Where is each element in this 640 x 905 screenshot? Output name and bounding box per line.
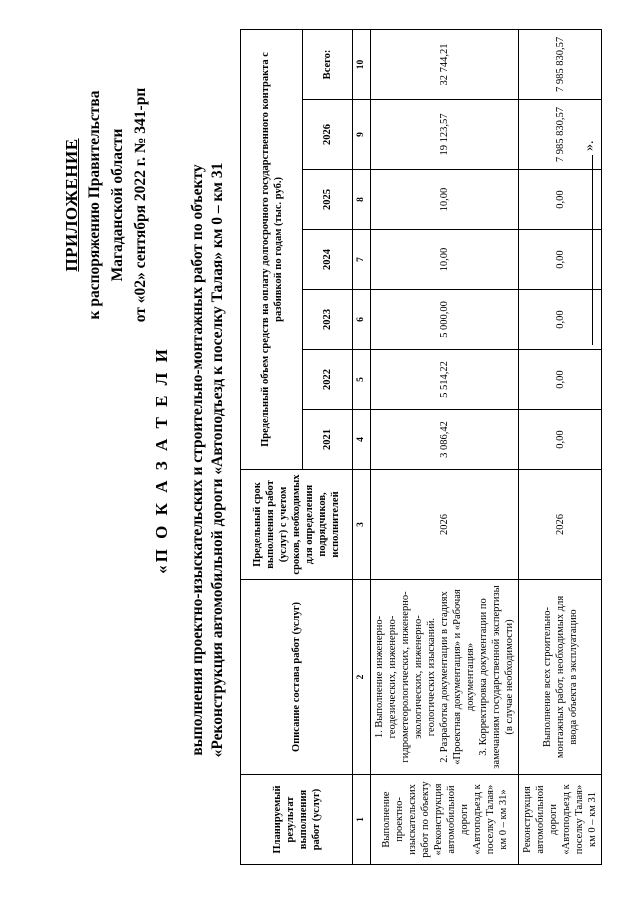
- description-item: Выполнение всех строительно- монтажных работ, необходимых для ввода объекта в эксплуатацию: [541, 595, 579, 759]
- table-row: [371, 29, 519, 864]
- row-result: Реконструкция автомобильной дороги «Автоподъезд к поселку Талая» км 0 – км 31: [519, 775, 602, 865]
- description-item: 3. Корректировка документации по замечаниям государственной экспертизы (в случае необходимости): [478, 585, 515, 769]
- value-cell: 0,00: [519, 290, 602, 350]
- header-description: Описание состава работ (услуг): [241, 580, 353, 775]
- value-cell: 0,00: [519, 410, 602, 470]
- value-cell: 7 985 830,57: [519, 100, 602, 170]
- value-cell: 19 123,57: [371, 100, 519, 170]
- year-header: 2023: [303, 290, 353, 350]
- table-row: [519, 29, 602, 864]
- row-result: Выполнение проектно-изыскательских работ по объекту «Реконструкция автомобильной дороги «Автоподъезд к поселку Талая» км 0 – км 31»: [371, 775, 519, 865]
- total-cell: 7 985 830,57: [519, 29, 602, 99]
- row-description: [519, 580, 602, 775]
- value-cell: 0,00: [519, 350, 602, 410]
- column-number: 1: [353, 775, 371, 865]
- header-result: Планируемый результат выполнения работ (услуг): [241, 775, 353, 865]
- column-number: 7: [353, 230, 371, 290]
- value-cell: 3 086,42: [371, 410, 519, 470]
- year-header: 2024: [303, 230, 353, 290]
- appendix-date: от «02» сентября 2022 г. № 341-рп: [132, 87, 149, 323]
- column-number: 8: [353, 170, 371, 230]
- heading-title: «П О К А З А Т Е Л И: [152, 346, 171, 574]
- year-header: 2026: [303, 100, 353, 170]
- row-deadline: 2026: [519, 470, 602, 580]
- appendix-line: Магаданской области: [109, 128, 126, 282]
- column-number: 5: [353, 350, 371, 410]
- column-number: 3: [353, 470, 371, 580]
- total-cell: 32 744,21: [371, 29, 519, 99]
- column-number: 4: [353, 410, 371, 470]
- appendix-block: [60, 25, 152, 385]
- document-heading: [152, 25, 228, 895]
- value-cell: 10,00: [371, 230, 519, 290]
- header-deadline: Предельный срок выполнения работ (услуг) с учетом сроков, необходимых для определения подрядчиков, исполнителей: [241, 470, 353, 580]
- column-number: 6: [353, 290, 371, 350]
- value-cell: 0,00: [519, 170, 602, 230]
- footer-rule: [592, 155, 593, 345]
- header-funding: Предельный объем средств на оплату долгосрочного государственного контракта с разбивкой по годам (тыс. руб.): [241, 29, 303, 469]
- total-header: Всего:: [303, 29, 353, 99]
- column-number: 10: [353, 29, 371, 99]
- row-description: [371, 580, 519, 775]
- year-header: 2022: [303, 350, 353, 410]
- appendix-title: ПРИЛОЖЕНИЕ: [62, 138, 81, 272]
- row-deadline: 2026: [371, 470, 519, 580]
- year-header: 2021: [303, 410, 353, 470]
- column-number: 2: [353, 580, 371, 775]
- appendix-line: к распоряжению Правительства: [86, 90, 103, 320]
- heading-line: выполнения проектно-изыскательских и строительно-монтажных работ по объекту: [189, 164, 206, 756]
- indicators-table: [240, 29, 602, 865]
- value-cell: 5 514,22: [371, 350, 519, 410]
- column-number: 9: [353, 100, 371, 170]
- description-item: 2. Разработка документации в стадиях «Проектная документация» и «Рабочая документация»: [439, 589, 476, 765]
- value-cell: 10,00: [371, 170, 519, 230]
- value-cell: 0,00: [519, 230, 602, 290]
- heading-line: «Реконструкция автомобильной дороги «Автоподъезд к поселку Талая» км 0 – км 31: [209, 162, 226, 758]
- description-item: 1. Выполнение инженерно-геодезических, инженерно-гидрометеорологических, инженерно-экологических, инженерно-геологических изысканий.: [374, 591, 437, 763]
- closing-mark: ».: [582, 140, 597, 151]
- value-cell: 5 000,00: [371, 290, 519, 350]
- year-header: 2025: [303, 170, 353, 230]
